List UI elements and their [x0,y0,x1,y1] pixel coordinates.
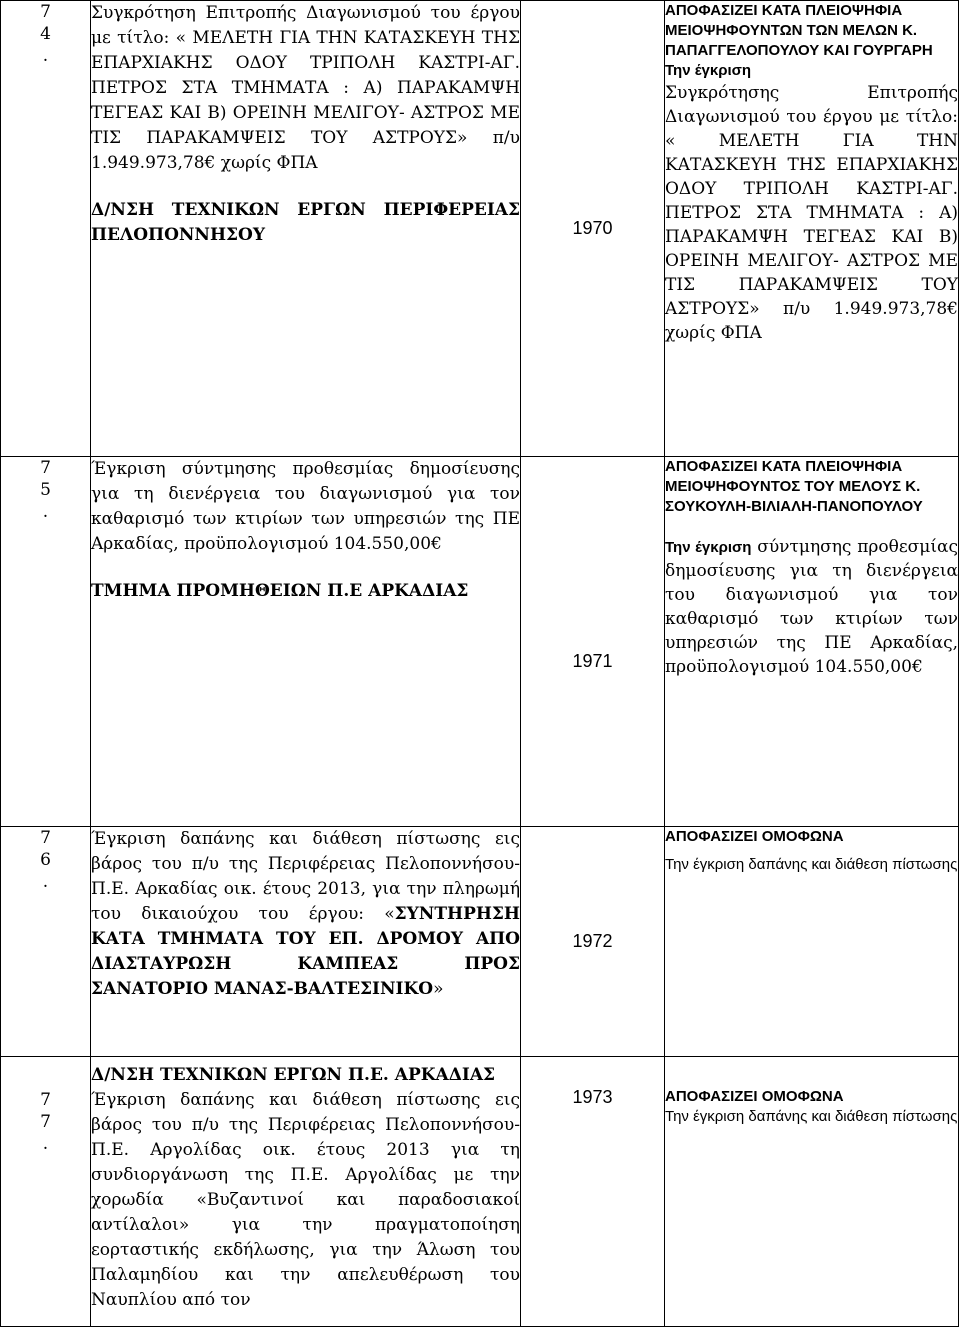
table-row [1,1057,959,1327]
subject-text: Συγκρότηση Επιτροπής Διαγωνισμού του έργου με τίτλο: « ΜΕΛΕΤΗ ΓΙΑ ΤΗΝ ΚΑΤΑΣΚΕΥΗ ΤΗΣ ΕΠΑΡΧΙΑΚΗΣ ΟΔΟΥ ΤΡΙΠΟΛΗ ΚΑΣΤΡΙ-ΑΓ. ΠΕΤΡΟΣ ΣΤΑ ΤΜΗΜΑΤΑ : Α) ΠΑΡΑΚΑΜΨΗ ΤΕΓΕΑΣ ΚΑΙ Β) ΟΡΕΙΝΗ ΜΕΛΙΓΟΥ- ΑΣΤΡΟΣ ΜΕ ΤΙΣ ΠΑΡΑΚΑΜΨΕΙΣ ΤΟΥ ΑΣΤΡΟΥΣ» π/υ 1.949.973,78€ χωρίς ΦΠΑ [91,3,520,173]
table-row [1,827,959,1057]
item-number: 7 5 . [1,457,91,827]
subject-text: Έγκριση δαπάνης και διάθεση πίστωσης εις βάρος του π/υ της Περιφέρειας Πελοποννήσου-Π.Ε. Αργολίδας οικ. έτους 2013 για τη συνδιοργάνωση της Π.Ε. Αργολίδας με την χορωδία «Βυζαντινοί και παραδοσιακοί αντίλαλοι» για την πραγματοποίηση εορταστικής εκδήλωσης, για την Άλωση του Παλαμηδίου και την απελευθέρωση του Ναυπλίου από τον [91,1090,520,1310]
table-row [1,1,959,457]
decision-result [665,827,959,1057]
decision-number: 1971 [521,457,665,827]
result-lead: Την έγκριση [665,62,752,79]
item-subject [91,1,521,457]
result-body: Συγκρότησης Επιτροπής Διαγωνισμού του έργου με τίτλο: « ΜΕΛΕΤΗ ΓΙΑ ΤΗΝ ΚΑΤΑΣΚΕΥΗ ΤΗΣ ΕΠΑΡΧΙΑΚΗΣ ΟΔΟΥ ΤΡΙΠΟΛΗ ΚΑΣΤΡΙ-ΑΓ. ΠΕΤΡΟΣ ΣΤΑ ΤΜΗΜΑΤΑ : Α) ΠΑΡΑΚΑΜΨΗ ΤΕΓΕΑΣ ΚΑΙ Β) ΟΡΕΙΝΗ ΜΕΛΙΓΟΥ- ΑΣΤΡΟΣ ΜΕ ΤΙΣ ΠΑΡΑΚΑΜΨΕΙΣ ΤΟΥ ΑΣΤΡΟΥΣ» π/υ 1.949.973,78€ χωρίς ΦΠΑ [665,83,958,343]
item-number: 7 4 . [1,1,91,457]
decision-result [665,1057,959,1327]
decision-result [665,457,959,827]
result-text: Την έγκριση δαπάνης και διάθεση πίστωσης [665,1108,958,1125]
decision-number: 1972 [521,827,665,1057]
result-text: Την έγκριση δαπάνης και διάθεση πίστωσης [665,856,958,873]
result-heading: ΑΠΟΦΑΣΙΖΕΙ ΟΜΟΦΩΝΑ [665,1088,844,1105]
result-body: Την έγκριση σύντμησης προθεσμίας δημοσίευσης για τη διενέργεια του διαγωνισμού για τον καθαρισμό των κτιρίων των υπηρεσιών της ΠΕ Αρκαδίας, προϋπολογισμού 104.550,00€ [665,537,958,677]
item-subject [91,827,521,1057]
item-number: 7 7 . [1,1057,91,1327]
subject-text: Έγκριση δαπάνης και διάθεση πίστωσης εις βάρος του π/υ της Περιφέρειας Πελοποννήσου-Π.Ε. Αρκαδίας οικ. έτους 2013, για την πληρωμή του δικαιούχου του έργου: «ΣΥΝΤΗΡΗΣΗ ΚΑΤΑ ΤΜΗΜΑΤΑ ΤΟΥ ΕΠ. ΔΡΟΜΟΥ ΑΠΟ ΔΙΑΣΤΑΥΡΩΣΗ ΚΑΜΠΕΑΣ ΠΡΟΣ ΣΑΝΑΤΟΡΙΟ ΜΑΝΑΣ-ΒΑΛΤΕΣΙΝΙΚΟ» [91,829,520,999]
decision-number: 1973 [521,1057,665,1327]
item-number: 7 6 . [1,827,91,1057]
result-lead: Την έγκριση [665,539,752,556]
department: ΤΜΗΜΑ ΠΡΟΜΗΘΕΙΩΝ Π.Ε ΑΡΚΑΔΙΑΣ [91,581,469,601]
item-subject [91,457,521,827]
department: Δ/ΝΣΗ ΤΕΧΝΙΚΩΝ ΕΡΓΩΝ Π.Ε. ΑΡΚΑΔΙΑΣ [91,1065,496,1085]
table-row [1,457,959,827]
item-subject [91,1057,521,1327]
result-heading: ΑΠΟΦΑΣΙΖΕΙ ΟΜΟΦΩΝΑ [665,828,844,845]
subject-text: Έγκριση σύντμησης προθεσμίας δημοσίευσης για τη διενέργεια του διαγωνισμού για τον καθαρισμό των κτιρίων των υπηρεσιών της ΠΕ Αρκαδίας, προϋπολογισμού 104.550,00€ [91,459,520,554]
result-heading: ΑΠΟΦΑΣΙΖΕΙ ΚΑΤΑ ΠΛΕΙΟΨΗΦΙΑ ΜΕΙΟΨΗΦΟΥΝΤΟΣ ΤΟΥ ΜΕΛΟΥΣ Κ. ΣΟΥΚΟΥΛΗ-ΒΙΛΙΑΛΗ-ΠΑΝΟΠΟΥΛΟΥ [665,458,923,515]
decision-result [665,1,959,457]
department: Δ/ΝΣΗ ΤΕΧΝΙΚΩΝ ΕΡΓΩΝ ΠΕΡΙΦΕΡΕΙΑΣ ΠΕΛΟΠΟΝΝΗΣΟΥ [91,200,520,245]
result-heading: ΑΠΟΦΑΣΙΖΕΙ ΚΑΤΑ ΠΛΕΙΟΨΗΦΙΑ ΜΕΙΟΨΗΦΟΥΝΤΩΝ ΤΩΝ ΜΕΛΩΝ Κ. ΠΑΠΑΓΓΕΛΟΠΟΥΛΟΥ ΚΑΙ ΓΟΥΡΓΑΡΗ [665,2,933,59]
decision-number: 1970 [521,1,665,457]
